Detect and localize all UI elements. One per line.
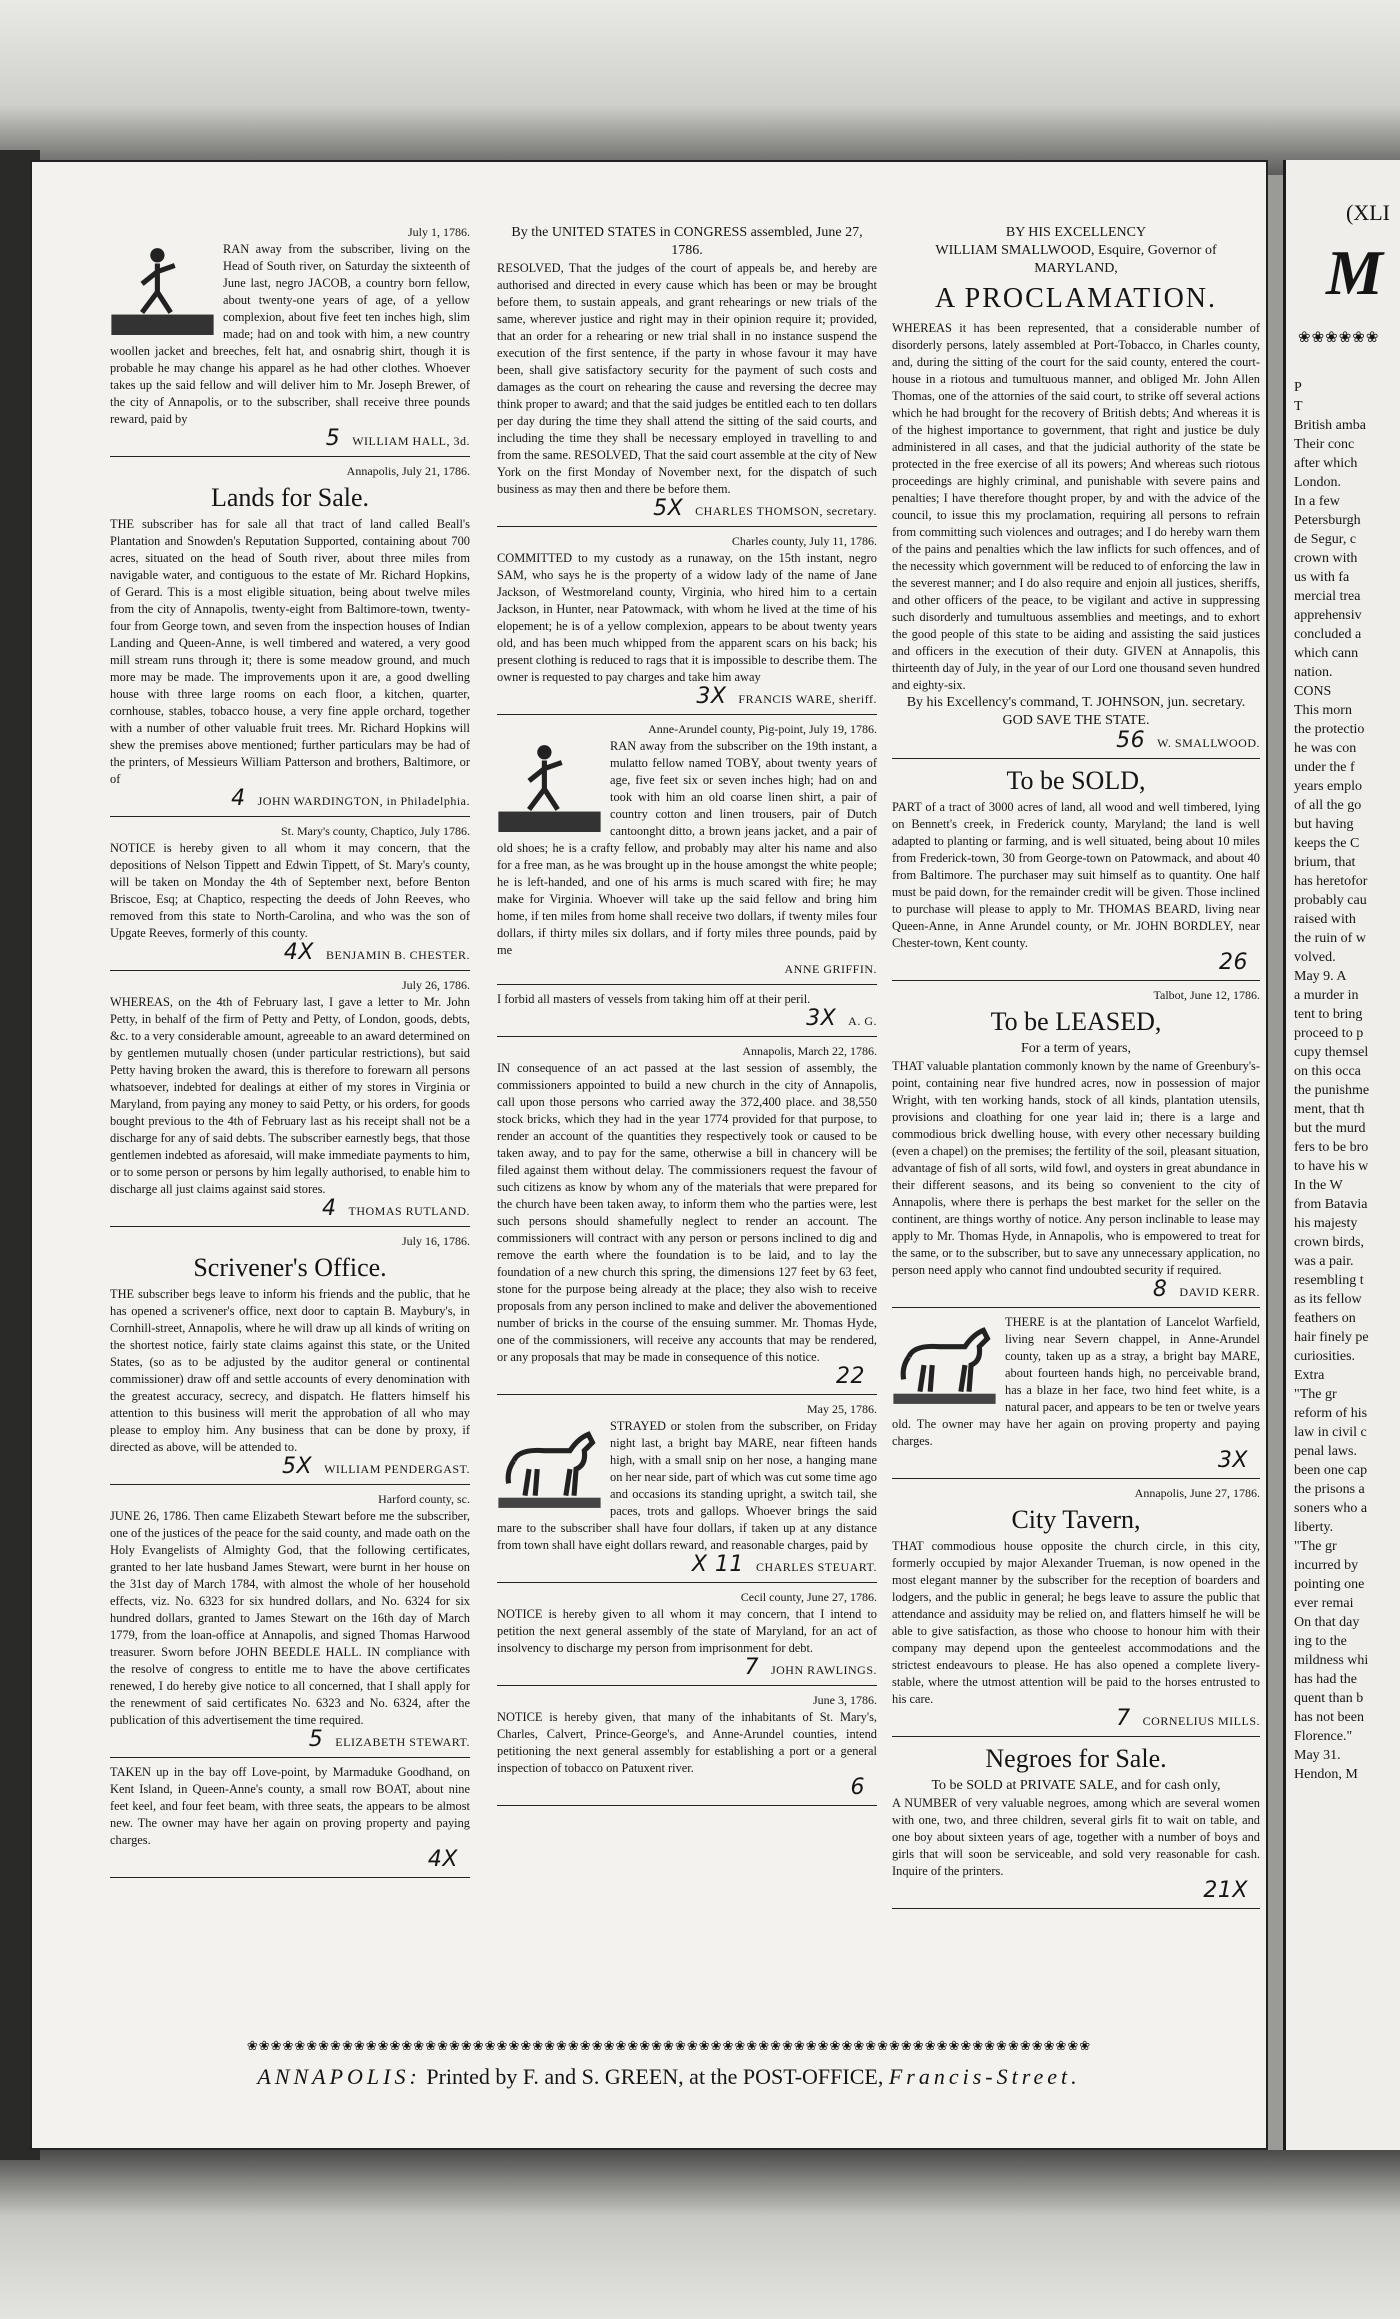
scan-background-bottom [0, 2150, 1400, 2319]
column-rule [497, 1394, 877, 1395]
facing-page-line: apprehensiv [1294, 608, 1362, 623]
facing-page-line: Their conc [1294, 437, 1355, 452]
ad-text: I forbid all masters of vessels from taking him off at their peril. [497, 992, 811, 1006]
facing-page-line: the ruin of w [1294, 931, 1366, 946]
advertisement [110, 823, 470, 964]
ad-signature: WILLIAM PENDERGAST. [324, 1462, 470, 1476]
ad-signature-line [497, 1655, 877, 1680]
ad-signature-line [892, 728, 1260, 753]
facing-page-line: pointing one [1294, 1577, 1365, 1592]
facing-page-header: (XLI [1346, 200, 1390, 225]
ad-signature-line [497, 961, 877, 978]
facing-page-line: crown birds, [1294, 1235, 1364, 1250]
advertisement [497, 1043, 877, 1388]
facing-page-line: under the f [1294, 760, 1355, 775]
facing-page-line: been one cap [1294, 1463, 1368, 1478]
advertisement [497, 721, 877, 978]
facing-page-line: concluded a [1294, 627, 1362, 642]
imprint-printer: Printed by F. and S. GREEN, at the POST-OFFICE, [426, 2064, 884, 2089]
ad-date: Harford county, sc. [378, 1492, 470, 1506]
facing-page-line: crown with [1294, 551, 1358, 566]
facing-page-line: hair finely pe [1294, 1330, 1369, 1345]
ad-text: RESOLVED, That the judges of the court of appeals be, and hereby are authorised and directed in every cause which has been or may be brought before them, to sustain appeals, and grant rehearings or new trials of the same, wherever justice and right may in their opinion require it; provided, that an order for a rehearing or new trial shall in no instance suspend the execution of the first sentence, if the party in whose favour it may have been, shall give satisfactory security for the payment of such costs and damages as the court on rehearing the cause and reversing the decree may think proper to award; and that the said judges be entitled each to ten dollars per day during the time they shall attend the sitting of the said courts, and including the time they shall be necessary employed in travelling to and from the same. RESOLVED, That the said court assemble at the city of New York on the first Monday of November next, for the dispatch of such business as may then and there be before them. [497, 261, 877, 496]
handwritten-mark: 21X [1203, 1878, 1248, 1903]
proclamation-title: A PROCLAMATION. [934, 283, 1218, 314]
facing-page-line: tent to bring [1294, 1007, 1363, 1022]
advertisement [110, 224, 470, 450]
ad-text: THE subscriber has for sale all that tract of land called Beall's Plantation and Snowden's Reputation Supported, containing about 700 acres, situated on the head of South river, about three miles from navigable water, and contiguous to the estate of Mr. Richard Hopkins, of Gerard. This is a most eligible situation, being about twelve miles from the city of Annapolis, twenty-eight from Baltimore-town, twenty-four from George town, and seven from the inspection houses of Indian Landing and Queen-Anne, is well timbered and watered, a very good mill stream runs through it; there is some meadow ground, and much more may be made. The improvements upon it are, a good dwelling house with three large rooms on each floor, a kitchen, quarter, cornhouse, stables, tobacco house, a very fine apple orchard, together with a number of other valuable fruit trees. Mr. Richard Hopkins will shew the premises above mentioned; further particulars may be had of the printers, of Messieurs William Patterson and brothers, Baltimore, or of [110, 517, 470, 786]
column-rule [892, 1478, 1260, 1479]
ad-signature-line [497, 684, 877, 709]
handwritten-mark: 4 [231, 786, 246, 811]
facing-page-line: "The gr [1294, 1539, 1337, 1554]
facing-page-line: proceed to p [1294, 1026, 1364, 1041]
ad-signature-line [497, 1552, 877, 1577]
facing-page-line: In a few [1294, 494, 1340, 509]
facing-page-ornament: ❀❀❀❀❀❀ [1298, 330, 1380, 346]
horse-woodcut-icon [497, 1420, 602, 1512]
ad-text: THERE is at the plantation of Lancelot Warfield, living near Severn chappel, in Anne-Arundel county, taken up as a stray, a bright bay MARE, about fourteen hands high, no perceivable brand, has a blaze in her face, two hind feet white, is a natural pacer, and appears to be ten or twelve years old. The owner may have her again on proving property and paying charges. [892, 1315, 1260, 1448]
facing-page-line: mildness whi [1294, 1653, 1369, 1668]
column-1 [110, 224, 470, 2033]
facing-page-line: In the W [1294, 1178, 1343, 1193]
ad-heading: City Tavern, [1011, 1505, 1141, 1534]
ad-body [892, 1314, 1260, 1450]
handwritten-mark: 26 [1219, 950, 1248, 975]
facing-page-line: penal laws. [1294, 1444, 1357, 1459]
ad-text: RAN away from the subscriber on the 19th instant, a mulatto fellow named TOBY, about twenty years of age, five feet six or seven inches high; had on and took with him an old coarse linen shirt, a pair of country cotton and linen trousers, pair of Dutch cantoonght ditto, a brown jeans jacket, and a pair of old shoes; he is a crafty fellow, and probably may alter his name and also for a free man, as he was brought up in the house amongst the white people; he is left-handed, and one of his arms is much scared with fire; he may make for Virginia. Whoever will take up the said fellow and bring him home, if ten miles from home shall receive two dollars, if twenty miles four dollars, if thirty miles six dollars, and if forty miles three pounds, paid by me [497, 739, 877, 957]
horse-woodcut-icon [892, 1316, 997, 1408]
ad-heading: Scrivener's Office. [193, 1253, 387, 1282]
ad-text: JUNE 26, 1786. Then came Elizabeth Stewart before me the subscriber, one of the justices of the peace for the said county, and made oath on the Holy Evangelists of Almighty God, that the following certificates, granted to her late husband James Stewart, were burnt in her house on the 31st day of March 1784, with almost the whole of her household effects, viz. No. 6323 for six hundred dollars, and No. 6324 for six hundred dollars, granted to James Stewart on the 16th day of March 1779, from the loan-office at Annapolis, and signed Thomas Harwood treasurer. Sworn before JOHN BEEDLE HALL. IN compliance with the resolve of congress to entitle me to have the above certificates renewed, I do hereby give notice to all concerned, that I shall apply for the renewment of said certificates No. 6323 and No. 6324, after the publication of this advertisement the time required. [110, 1509, 470, 1727]
column-rule [497, 1582, 877, 1583]
column-rule [497, 526, 877, 527]
facing-page-line: brium, that [1294, 855, 1356, 870]
ad-text: WHEREAS, on the 4th of February last, I gave a letter to Mr. John Petty, in behalf of the firm of Petty and Petty, of London, goods, debts, &c. to a very considerable amount, agreeable to an award determined on by gentlemen mutually chosen (under particular restrictions), but said Petty having broken the award, this is therefore to forewarn all persons whatsoever, indebted for dealings at either of my stores in Virginia or Maryland, from paying any money to said Petty, or his orders, for goods bought previous to the 4th of February last as his receipt shall not be a discharge for any of said debts. The subscriber earnestly begs, that those gentlemen indebted as aforesaid, will make immediate payments to him, or to some person or persons by him legally authorised, to enable him to discharge all just claims against said stores. [110, 995, 470, 1196]
ad-subheading: WILLIAM SMALLWOOD, Esquire, Governor of MARYLAND, [935, 243, 1217, 276]
ad-signature: WILLIAM HALL, 3d. [352, 434, 470, 448]
handwritten-mark: 56 [1116, 728, 1146, 753]
handwritten-mark: 3X [806, 1006, 837, 1031]
facing-page [1283, 160, 1400, 2150]
imprint-line [102, 2064, 1236, 2090]
ad-date: May 25, 1786. [807, 1402, 877, 1416]
facing-page-line: the prisons a [1294, 1482, 1365, 1497]
ad-date: Annapolis, July 21, 1786. [346, 464, 470, 478]
ad-text: THE subscriber begs leave to inform his friends and the public, that he has opened a scrivener's office, next door to captain B. Maybury's, in Cornhill-street, Annapolis, where he will draw up all kinds of writing on the shortest notice, fairly state claims against this state, or the United States, (so as to be adjusted by the auditor general or continental commissioner) draw off and settle accounts of every denomination with the greatest accuracy, secrecy, and dispatch. He flatters himself his attention to this business will merit the approbation of all who may please to employ him. Any business that can be done by proxy, if directed as above, will be attended to. [110, 1287, 470, 1454]
ad-date: Anne-Arundel county, Pig-point, July 19, 1786. [648, 722, 877, 736]
imprint-street: Francis-Street. [888, 2064, 1081, 2089]
handwritten-mark: X 11 [691, 1552, 744, 1577]
ad-signature: DAVID KERR. [1179, 1285, 1260, 1299]
facing-page-line: volved. [1294, 950, 1336, 965]
advertisement [892, 224, 1260, 752]
ad-body [110, 516, 470, 788]
ad-signature: A. G. [848, 1014, 877, 1028]
handwritten-mark: 8 [1152, 1277, 1168, 1302]
ad-signature: JOHN WARDINGTON, in Philadelphia. [257, 794, 470, 808]
facing-page-line: has had the [1294, 1672, 1357, 1687]
facing-page-line: cupy themsel [1294, 1045, 1369, 1060]
facing-page-line: he was con [1294, 741, 1357, 756]
ad-text: PART of a tract of 3000 acres of land, all wood and well timbered, lying on Bennett's creek, in Frederick county, Maryland; the land is well adapted to planting or farming, and is well situated, being about 10 miles from Frederick-town, 30 from George-town on Patowmack, and about 40 from Baltimore. The purchaser may suit himself as to quantity. One half must be paid down, for the remainder credit will be given. Those inclined to purchase will please to apply to Mr. THOMAS BEARD, living near Queen-Anne, in Anne Arundel county, or Mr. JOHN BORDLEY, near Chester-town, Kent county. [892, 800, 1260, 950]
facing-page-line: reform of his [1294, 1406, 1368, 1421]
facing-page-line: the punishme [1294, 1083, 1370, 1098]
facing-page-line: keeps the C [1294, 836, 1360, 851]
ad-body [892, 1538, 1260, 1708]
ad-signature-line [110, 1727, 470, 1752]
ad-signature-line [110, 1847, 470, 1872]
ad-date: Annapolis, June 27, 1786. [1134, 1486, 1260, 1500]
facing-page-line: the protectio [1294, 722, 1365, 737]
advertisement [497, 1692, 877, 1799]
facing-page-line: London. [1294, 475, 1342, 490]
ad-body [110, 994, 470, 1198]
ad-signature-line [892, 1277, 1260, 1302]
ad-text: IN consequence of an act passed at the last session of assembly, the commissioners appointed to build a new church in the city of Annapolis, call upon those persons who carried away the 372,400 place. and 38,550 stock bricks, which they had in the year 1774 provided for that purpose, to render an account of the quantities they respectively took or caused to be taken away, and to pay for the same, otherwise a bill in chancery will be filed against them without delay. The commissioners request the favour of such citizens as know by whom any of the materials that were prepared for the church have been taken away, to inform them who the parties were, lest such persons should shamefully neglect to render an account. The commissioners will contract with any person or persons inclined to dig and remove the earth where the foundation is to be laid, and to lay the foundation of a new church this spring, the dimensions 127 feet by 63 feet, stone for the purpose being already at the place; they also wish to receive proposals from any person inclined to make and deliver the abovementioned number of bricks in the course of the ensuing summer. Mr. Thomas Hyde, one of the commissioners, will receive any accounts that may be rendered, or any proposals that may be made in consequence of this notice. [497, 1061, 877, 1364]
advertisement [110, 1491, 470, 1751]
ad-body [497, 1060, 877, 1366]
ad-heading: BY HIS EXCELLENCY [1005, 225, 1147, 240]
facing-page-line: from Batavia [1294, 1197, 1368, 1212]
facing-page-line: quent than b [1294, 1691, 1364, 1706]
handwritten-mark: 4X [427, 1847, 458, 1872]
handwritten-mark: 5X [653, 496, 684, 521]
column-rule [892, 1908, 1260, 1909]
ad-signature: CORNELIUS MILLS. [1142, 1714, 1260, 1728]
facing-page-line: has not been [1294, 1710, 1364, 1725]
facing-page-line: "The gr [1294, 1387, 1337, 1402]
advertisement [110, 977, 470, 1220]
facing-page-line: his majesty [1294, 1216, 1358, 1231]
ad-signature: FRANCIS WARE, sheriff. [738, 692, 877, 706]
ad-subheading: To be SOLD at PRIVATE SALE, and for cash only, [931, 1778, 1221, 1793]
ad-date: Annapolis, March 22, 1786. [742, 1044, 877, 1058]
ad-heading: By the UNITED STATES in CONGRESS assembled, June 27, 1786. [511, 225, 863, 258]
ad-signature: THOMAS RUTLAND. [348, 1204, 470, 1218]
facing-page-line: ing to the [1294, 1634, 1347, 1649]
column-rule [892, 758, 1260, 759]
column-rule [110, 456, 470, 457]
advertisement [892, 765, 1260, 974]
ad-date: July 1, 1786. [407, 225, 470, 239]
ad-text: NOTICE is hereby given, that many of the inhabitants of St. Mary's, Charles, Calvert, Prince-George's, and Anne-Arundel counties, intend petitioning the next general assembly for establishing a port or a general inspection of tobacco on Patuxent river. [497, 1710, 877, 1775]
ad-footer: By his Excellency's command, T. JOHNSON, jun. secretary. GOD SAVE THE STATE. [906, 695, 1246, 728]
facing-page-text [1286, 355, 1400, 1784]
ad-signature: ANNE GRIFFIN. [784, 962, 877, 976]
facing-page-line: probably cau [1294, 893, 1367, 908]
column-rule [497, 1036, 877, 1037]
advertisement [892, 1485, 1260, 1730]
column-rule [110, 816, 470, 817]
ad-text: COMMITTED to my custody as a runaway, on the 15th instant, negro SAM, who says he is the property of a widow lady of the name of Jane Jackson, of Westmoreland county, Virginia, who hired him to a certain Jackson, in Hunter, near Patowmack, with whom he lived at the time of his elopement; he is of a yellow complexion, appears to be about twenty years old, and has been much whipped from the apparent scars on his back; his present clothing is reduced to rags that it is impossible to describe them. The owner is requested to pay charges and take him away [497, 551, 877, 684]
ad-signature-line [110, 786, 470, 811]
runaway-woodcut-icon [497, 740, 602, 832]
facing-page-line: fers to be bro [1294, 1140, 1369, 1155]
column-rule [892, 980, 1260, 981]
ad-body [497, 1606, 877, 1657]
facing-page-line: on this occa [1294, 1064, 1361, 1079]
advertisement [110, 1764, 470, 1871]
advertisement [497, 991, 877, 1030]
facing-page-line: May 31. [1294, 1748, 1341, 1763]
handwritten-mark: 3X [696, 684, 727, 709]
ad-signature-line [110, 1196, 470, 1221]
facing-page-line: curiosities. [1294, 1349, 1356, 1364]
ad-body [497, 1709, 877, 1777]
facing-page-line: to have his w [1294, 1159, 1369, 1174]
ad-date: St. Mary's county, Chaptico, July 1786. [280, 824, 470, 838]
ad-signature-line [110, 426, 470, 451]
column-3 [892, 224, 1260, 2033]
facing-page-line: T [1294, 399, 1303, 414]
handwritten-mark: 7 [1116, 1706, 1131, 1731]
handwritten-mark: 5X [281, 1454, 313, 1479]
ad-date: Talbot, June 12, 1786. [1153, 988, 1260, 1002]
facing-page-line: resembling t [1294, 1273, 1364, 1288]
ad-body [892, 1795, 1260, 1880]
ad-signature: W. SMALLWOOD. [1157, 736, 1260, 750]
ad-body [110, 1764, 470, 1849]
ad-signature-line [892, 950, 1260, 975]
facing-page-line: as its fellow [1294, 1292, 1362, 1307]
ad-body [110, 1508, 470, 1729]
facing-page-line: was a pair. [1294, 1254, 1354, 1269]
facing-page-line: raised with [1294, 912, 1356, 927]
facing-page-line [1294, 359, 1400, 378]
advertisement [497, 533, 877, 708]
facing-page-line: CONS [1294, 684, 1332, 699]
column-rule [110, 1226, 470, 1227]
advertisement [110, 463, 470, 810]
ad-body [110, 1286, 470, 1456]
ad-text: WHEREAS it has been represented, that a considerable number of disorderly persons, lately assembled at Port-Tobacco, in Charles county, and, during the sitting of the court for the said county, entered the court-house in a riotous and tumultuous manner, and obliged Mr. John Allen Thomas, one of the attornies of the said court, to strike off several actions which he had brought for the recovery of British debts; And whereas it is of the highest importance to government, that right and justice be duly administered in all cases, and that the judicial authority of the state be protected in the free exercise of all its powers; And whereas such riotous proceedings are highly criminal, and punishable with severe pains and penalties; I have therefore thought proper, by and with the advice of the council, to issue this my proclamation, requiring all persons to refrain from committing such violences and outrages; and I do hereby warn them of the pains and penalties which the law inflicts for such offences, and of the necessity which government will be reduced to of enforcing the law in the severest manner; and I do also require and enjoin all justices, sheriffs, and other officers of the peace, to be vigilant and active in suppressing such disorderly and tumultuous assemblies and meetings, and to exhort the good people of this state to be aiding and assisting the said justices and officers in the execution of their duty. GIVEN at Annapolis, this thirteenth day of July, in the year of our Lord one thousand seven hundred and eighty-six. [892, 321, 1260, 692]
ornament-border: ❀❀❀❀❀❀❀❀❀❀❀❀❀❀❀❀❀❀❀❀❀❀❀❀❀❀❀❀❀❀❀❀❀❀❀❀❀❀❀❀❀❀❀❀❀❀❀❀❀❀❀❀❀❀❀❀❀❀❀❀❀❀❀❀❀❀❀❀❀❀❀ [246, 2038, 1092, 2053]
ad-text: NOTICE is hereby given to all whom it may concern, that I intend to petition the next general assembly of the state of Maryland, for an act of insolvency to discharge my person from imprisonment for debt. [497, 1607, 877, 1655]
column-rule [110, 1757, 470, 1758]
ad-signature: BENJAMIN B. CHESTER. [325, 948, 470, 962]
advertisement [892, 1314, 1260, 1472]
ad-signature: JOHN RAWLINGS. [770, 1663, 877, 1677]
column-rule [110, 1877, 470, 1878]
facing-page-line: May 9. A [1294, 969, 1347, 984]
ad-signature-line [497, 1364, 877, 1389]
advertisement [497, 224, 877, 520]
ad-body [497, 260, 877, 498]
facing-page-line: soners who a [1294, 1501, 1368, 1516]
ad-heading: Lands for Sale. [210, 483, 370, 512]
ad-body [110, 840, 470, 942]
ad-signature-line [110, 940, 470, 965]
ad-subheading: For a term of years, [1020, 1041, 1132, 1056]
handwritten-mark: 5 [325, 426, 341, 451]
ad-text: THAT commodious house opposite the church circle, in this city, formerly occupied by major Alexander Trueman, is now opened in the most elegant manner by the subscriber for the reception of boarders and lodgers, and the public in general; he begs leave to assure the public that attendance and assiduity may be relied on, and flatters himself he will be able to give satisfaction, as those who choose to honour him with their company may depend upon the genteelest accommodations and the strictest endeavours to please. He has also opened a complete livery-stable, where the utmost attention will be paid to the horses entrusted to his care. [892, 1539, 1260, 1706]
ad-body [497, 550, 877, 686]
ad-heading: To be LEASED, [990, 1007, 1162, 1036]
advertisement [110, 1233, 470, 1478]
ad-text: A NUMBER of very valuable negroes, among which are several women with one, two, and three children, several girls fit to wait on table, and one boy about sixteen years of age, together with a number of boys and girls that will soon be serviceable, and sold very reasonable for cash. Inquire of the printers. [892, 1796, 1260, 1878]
column-rule [892, 1307, 1260, 1308]
facing-page-line: Petersburgh [1294, 513, 1361, 528]
ad-signature-line [497, 496, 877, 521]
advertisement [497, 1401, 877, 1576]
facing-page-line: law in civil c [1294, 1425, 1367, 1440]
ad-signature: ELIZABETH STEWART. [335, 1735, 470, 1749]
runaway-woodcut-icon [110, 243, 215, 335]
facing-page-line: but the murd [1294, 1121, 1366, 1136]
handwritten-mark: 5 [308, 1727, 324, 1752]
ad-text: STRAYED or stolen from the subscriber, on Friday night last, a bright bay MARE, near fifteen hands high, with a small snip on her nose, a hanging mane on her near side, part of which was cut some time ago and occasions its standing upright, a switch tail, she paces, trots and gallops. Whoever brings the said mare to the subscriber shall have four dollars, if taken up at any distance from town shall have eight dollars reward, and reasonable charges, paid by [497, 1419, 877, 1552]
facing-page-line: Hendon, M [1294, 1767, 1358, 1782]
newspaper-page [30, 160, 1268, 2150]
facing-page-line: British amba [1294, 418, 1366, 433]
column-rule [497, 714, 877, 715]
facing-page-line: but having [1294, 817, 1354, 832]
facing-page-line: P [1294, 380, 1302, 395]
ad-signature: CHARLES STEUART. [755, 1560, 877, 1574]
facing-page-line: feathers on [1294, 1311, 1356, 1326]
imprint-place: ANNAPOLIS: [257, 2064, 421, 2089]
ad-date: Charles county, July 11, 1786. [731, 534, 877, 548]
ad-signature-line [892, 1878, 1260, 1903]
facing-page-line: which cann [1294, 646, 1359, 661]
ad-text: THAT valuable plantation commonly known by the name of Greenbury's-point, containing near five hundred acres, now in possession of major Wright, with ten working hands, stock of all kinds, plantation utensils, provisions and cloathing for one year laid in; there is a large and commodious brick dwelling house, with every other necessary building (even a chapel) on the premises; the fertility of the soil, pleasant situation, advantage of fish of all sorts, wild fowl, and oysters in great abundance in their different seasons, and its being so convenient to the city of Annapolis, where there is perhaps the best market for the seller on the continent, are things worthy of notice. Any person inclinable to lease may apply to Mr. Thomas Hyde, in Annapolis, who is empowered to treat for the same, or to the subscriber, but to save any unnecessary application, no person need apply who cannot find undoubted security if required. [892, 1059, 1260, 1277]
ad-heading: Negroes for Sale. [985, 1744, 1167, 1773]
ad-signature-line [892, 1448, 1260, 1473]
facing-page-line: ever remai [1294, 1596, 1354, 1611]
facing-page-line: a murder in [1294, 988, 1359, 1003]
facing-page-line: has heretofor [1294, 874, 1368, 889]
column-2 [497, 224, 877, 2033]
advertisement [892, 987, 1260, 1301]
ad-signature-line [497, 1775, 877, 1800]
facing-page-line: us with fa [1294, 570, 1350, 585]
ad-signature: CHARLES THOMSON, secretary. [695, 504, 877, 518]
handwritten-mark: 3X [1217, 1448, 1248, 1473]
ad-text: NOTICE is hereby given to all whom it may concern, that the depositions of Nelson Tippett and Edwin Tippett, of St. Mary's county, will be taken on Monday the 4th of September next, before Benton Briscoe, Esq; at Chaptico, respecting the deeds of John Reeves, who removed from this state to North-Carolina, and who was the son of Upgate Reeves, formerly of this county. [110, 841, 470, 940]
advertisement [892, 1743, 1260, 1902]
ad-text: RAN away from the subscriber, living on the Head of South river, on Saturday the sixteenth of June last, negro JACOB, a country born fellow, about twenty-one years of age, of a yellow complexion, about five feet ten inches high, slim made; had on and took with him, a new country woollen jacket and breeches, felt hat, and osnabrig shirt, though it is probable he may change his apparel as he had other clothes. Whoever takes up the said fellow and will deliver him to Mr. Joseph Brewer, of the city of Annapolis, or to the subscriber, shall receive three pounds reward, paid by [110, 242, 470, 426]
facing-page-title: M [1326, 237, 1383, 308]
facing-page-line: nation. [1294, 665, 1333, 680]
facing-page-line: of all the go [1294, 798, 1362, 813]
advertisement [497, 1589, 877, 1679]
facing-page-line: de Segur, c [1294, 532, 1357, 547]
handwritten-mark: 7 [744, 1655, 759, 1680]
facing-page-line: Florence." [1294, 1729, 1353, 1744]
handwritten-mark: 6 [850, 1775, 865, 1800]
facing-page-line: ment, that th [1294, 1102, 1365, 1117]
ad-body [110, 241, 470, 428]
ad-body [892, 799, 1260, 952]
facing-page-line: On that day [1294, 1615, 1360, 1630]
column-rule [497, 1805, 877, 1806]
column-rule [110, 1484, 470, 1485]
facing-page-line: liberty. [1294, 1520, 1334, 1535]
ad-body [892, 1058, 1260, 1279]
facing-page-line: mercial trea [1294, 589, 1361, 604]
ad-date: July 16, 1786. [401, 1234, 470, 1248]
facing-page-line: Extra [1294, 1368, 1325, 1383]
scan-background-top [0, 0, 1400, 175]
facing-page-line: years emplo [1294, 779, 1363, 794]
ad-signature-line [110, 1454, 470, 1479]
ad-date: June 3, 1786. [813, 1693, 877, 1707]
ad-body [497, 1418, 877, 1554]
ad-text: TAKEN up in the bay off Love-point, by Marmaduke Goodhand, on Kent Island, in Queen-Anne's county, a small row BOAT, about nine feet keel, and four feet beam, with three seats, the appears to be almost new. The owner may have her again on proving property and paying charges. [110, 1765, 470, 1847]
column-rule [497, 984, 877, 985]
ad-signature-line [497, 1006, 877, 1031]
column-rule [497, 1685, 877, 1686]
ad-body [892, 320, 1260, 694]
facing-page-line: after which [1294, 456, 1358, 471]
column-rule [110, 970, 470, 971]
ad-date: Cecil county, June 27, 1786. [740, 1590, 877, 1604]
ad-heading: To be SOLD, [1006, 766, 1146, 795]
handwritten-mark: 4 [322, 1196, 337, 1221]
ad-date: July 26, 1786. [401, 978, 470, 992]
facing-page-line: This morn [1294, 703, 1352, 718]
handwritten-mark: 22 [836, 1364, 865, 1389]
handwritten-mark: 4X [283, 940, 314, 965]
column-rule [892, 1736, 1260, 1737]
facing-page-line: incurred by [1294, 1558, 1359, 1573]
imprint-footer [102, 2038, 1236, 2108]
ad-signature-line [892, 1706, 1260, 1731]
ad-body [497, 738, 877, 959]
